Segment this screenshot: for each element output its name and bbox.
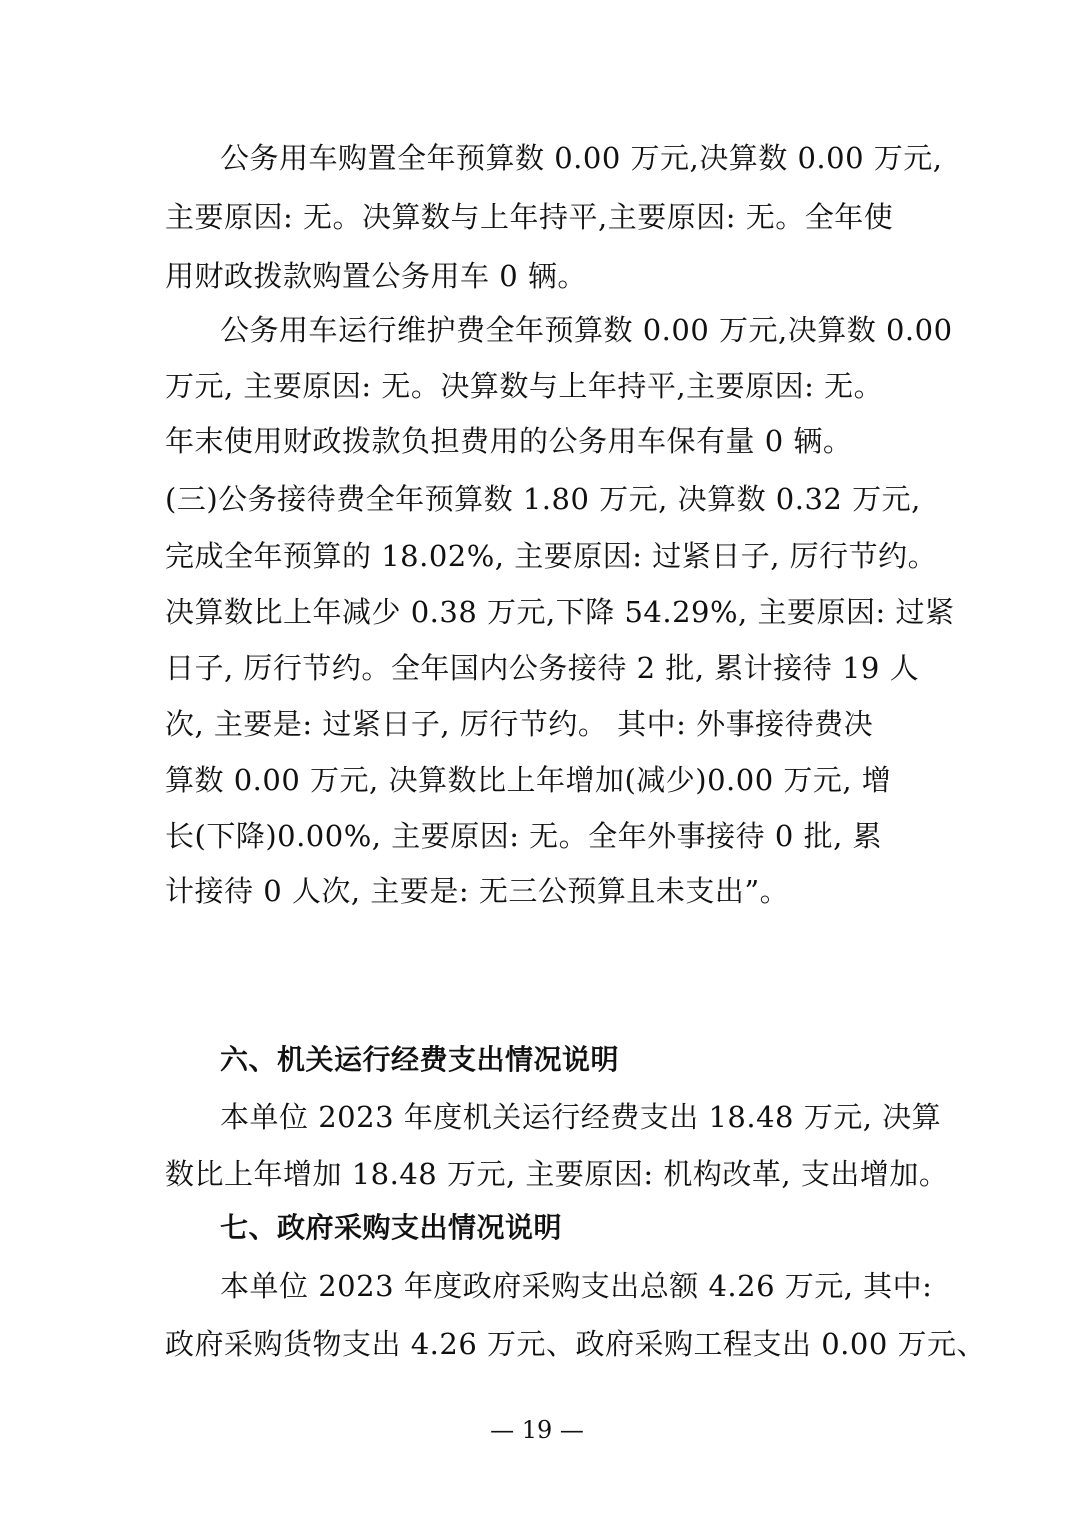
- paragraph-line: [0, 640, 1074, 696]
- paragraph-text: 长(下降)0.00%, 主要原因: 无。全年外事接待 0 批, 累: [165, 819, 883, 853]
- paragraph-line: [0, 696, 1074, 752]
- paragraph-line: [0, 863, 1074, 919]
- paragraph-text: 完成全年预算的 18.02%, 主要原因: 过紧日子, 厉行节约。: [165, 539, 938, 573]
- paragraph-line: [0, 1316, 1074, 1372]
- paragraph-text: 本单位 2023 年度政府采购支出总额 4.26 万元, 其中:: [220, 1269, 933, 1303]
- paragraph-line: [0, 413, 1074, 469]
- paragraph-line: [0, 130, 1074, 186]
- paragraph-text: 计接待 0 人次, 主要是: 无三公预算且未支出”。: [165, 874, 790, 908]
- paragraph-line: [0, 808, 1074, 864]
- paragraph-line: [0, 752, 1074, 808]
- section-heading: [0, 1200, 1074, 1256]
- paragraph-text: (三)公务接待费全年预算数 1.80 万元, 决算数 0.32 万元,: [165, 482, 921, 516]
- paragraph-line: [0, 471, 1074, 527]
- paragraph-text: 万元, 主要原因: 无。决算数与上年持平,主要原因: 无。: [165, 369, 884, 403]
- paragraph-text: 次, 主要是: 过紧日子, 厉行节约。 其中: 外事接待费决: [165, 707, 874, 741]
- paragraph-text: 年末使用财政拨款负担费用的公务用车保有量 0 辆。: [165, 424, 853, 458]
- paragraph-line: [0, 1089, 1074, 1145]
- page-number: — 19 —: [490, 1416, 584, 1444]
- paragraph-text: 政府采购货物支出 4.26 万元、政府采购工程支出 0.00 万元、: [165, 1327, 987, 1361]
- paragraph-text: 公务用车购置全年预算数 0.00 万元,决算数 0.00 万元,: [220, 141, 943, 175]
- paragraph-text: 日子, 厉行节约。全年国内公务接待 2 批, 累计接待 19 人: [165, 651, 920, 685]
- paragraph-text: 用财政拨款购置公务用车 0 辆。: [165, 259, 587, 293]
- paragraph-text: 数比上年增加 18.48 万元, 主要原因: 机构改革, 支出增加。: [165, 1157, 949, 1191]
- paragraph-line: [0, 302, 1074, 358]
- paragraph-line: [0, 358, 1074, 414]
- paragraph-line: [0, 584, 1074, 640]
- paragraph-line: [0, 1258, 1074, 1314]
- paragraph-text: 公务用车运行维护费全年预算数 0.00 万元,决算数 0.00: [220, 313, 953, 347]
- paragraph-text: 本单位 2023 年度机关运行经费支出 18.48 万元, 决算: [220, 1100, 942, 1134]
- paragraph-text: 主要原因: 无。决算数与上年持平,主要原因: 无。全年使: [165, 200, 894, 234]
- section-heading: [0, 1032, 1074, 1088]
- paragraph-text: 决算数比上年减少 0.38 万元,下降 54.29%, 主要原因: 过紧: [165, 595, 955, 629]
- paragraph-line: [0, 189, 1074, 245]
- paragraph-text: 算数 0.00 万元, 决算数比上年增加(减少)0.00 万元, 增: [165, 763, 892, 797]
- paragraph-line: [0, 248, 1074, 304]
- section-title: 六、机关运行经费支出情况说明: [220, 1043, 620, 1076]
- paragraph-line: [0, 528, 1074, 584]
- section-title: 七、政府采购支出情况说明: [220, 1211, 563, 1244]
- paragraph-line: [0, 1146, 1074, 1202]
